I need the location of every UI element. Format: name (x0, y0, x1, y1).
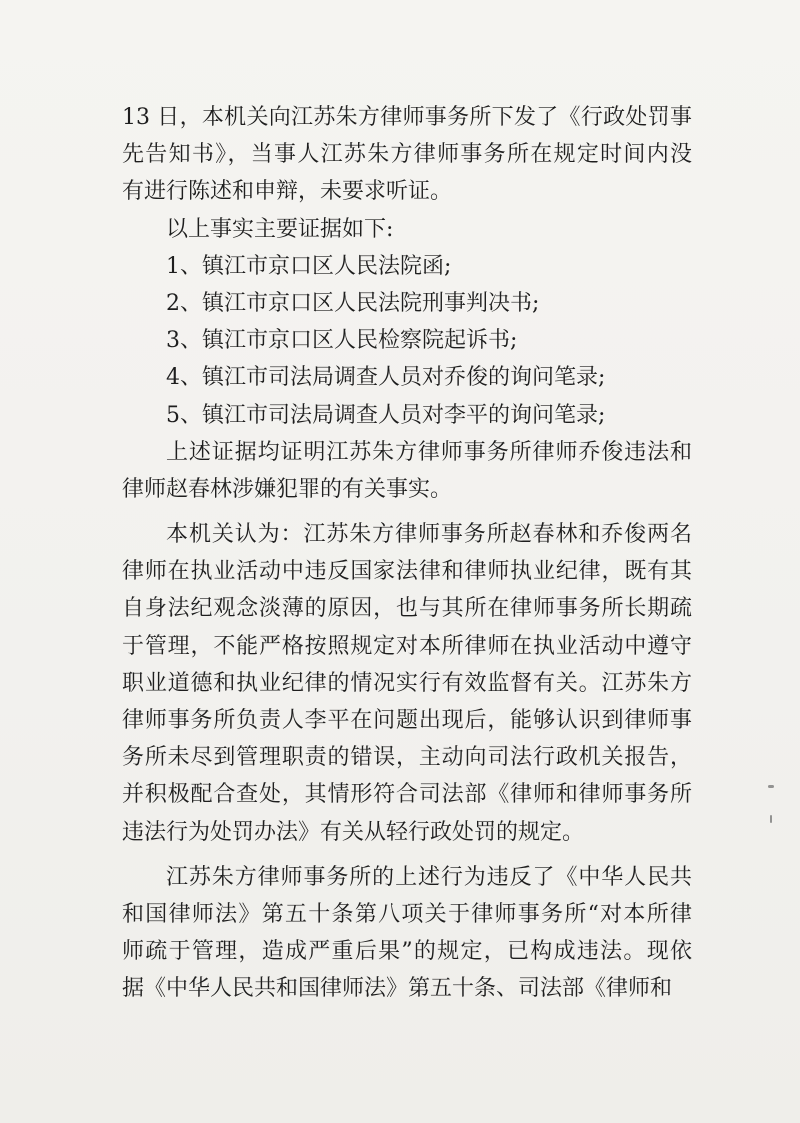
scan-mark (768, 785, 774, 788)
paragraph-line: 江苏朱方律师事务所的上述行为违反了《中华人民共 (166, 864, 692, 890)
paragraph (122, 99, 692, 211)
paragraph (122, 397, 692, 434)
paragraph-line: 律师在执业活动中违反国家法律和律师执业纪律，既有其 (122, 559, 692, 585)
paragraph-line: 律师赵春林涉嫌犯罪的有关事实。 (122, 476, 453, 502)
paragraph-line: 职业道德和执业纪律的情况实行有效监督有关。江苏朱方 (122, 670, 692, 696)
paragraph-line: 1、镇江市京口区人民法院函; (166, 253, 452, 279)
paragraph (122, 516, 692, 851)
paragraph-line: 上述证据均证明江苏朱方律师事务所律师乔俊违法和 (166, 439, 692, 465)
paragraph (122, 359, 692, 396)
paragraph-line: 本机关认为：江苏朱方律师事务所赵春林和乔俊两名 (166, 522, 692, 548)
paragraph (122, 211, 692, 248)
paragraph-gap (122, 851, 692, 859)
paragraph-line: 据《中华人民共和国律师法》第五十条、司法部《律师和 (122, 976, 673, 1002)
paragraph (122, 434, 692, 508)
paragraph-line: 务所未尽到管理职责的错误，主动向司法行政机关报告， (122, 745, 692, 771)
paragraph-line: 先告知书》，当事人江苏朱方律师事务所在规定时间内没 (122, 142, 692, 168)
paragraph-line: 4、镇江市司法局调查人员对乔俊的询问笔录; (166, 365, 606, 391)
paragraph-line: 并积极配合查处，其情形符合司法部《律师和律师事务所 (122, 782, 692, 808)
paragraph-line: 5、镇江市司法局调查人员对李平的询问笔录; (166, 402, 606, 428)
paragraph-gap (122, 508, 692, 516)
paragraph (122, 285, 692, 322)
paragraph (122, 322, 692, 359)
paragraph-line: 师疏于管理，造成严重后果”的规定，已构成违法。现依 (122, 939, 692, 965)
paragraph-line: 以上事实主要证据如下: (166, 216, 394, 242)
paragraph-line: 自身法纪观念淡薄的原因，也与其所在律师事务所长期疏 (122, 596, 692, 622)
paragraph-line: 和国律师法》第五十条第八项关于律师事务所“对本所律 (122, 901, 692, 927)
paragraph (122, 248, 692, 285)
paragraph-line: 有进行陈述和申辩，未要求听证。 (122, 179, 453, 205)
scan-mark (770, 815, 772, 823)
paragraph (122, 859, 692, 1008)
document-body (122, 99, 692, 1008)
paragraph-line: 3、镇江市京口区人民检察院起诉书; (166, 328, 518, 354)
paragraph-line: 2、镇江市京口区人民法院刑事判决书; (166, 290, 540, 316)
paragraph-line: 于管理，不能严格按照规定对本所律师在执业活动中遵守 (122, 633, 692, 659)
paragraph-line: 律师事务所负责人李平在问题出现后，能够认识到律师事 (122, 708, 692, 733)
paragraph-line: 违法行为处罚办法》有关从轻行政处罚的规定。 (122, 819, 585, 845)
paragraph-line: 13 日，本机关向江苏朱方律师事务所下发了《行政处罚事 (122, 105, 692, 130)
